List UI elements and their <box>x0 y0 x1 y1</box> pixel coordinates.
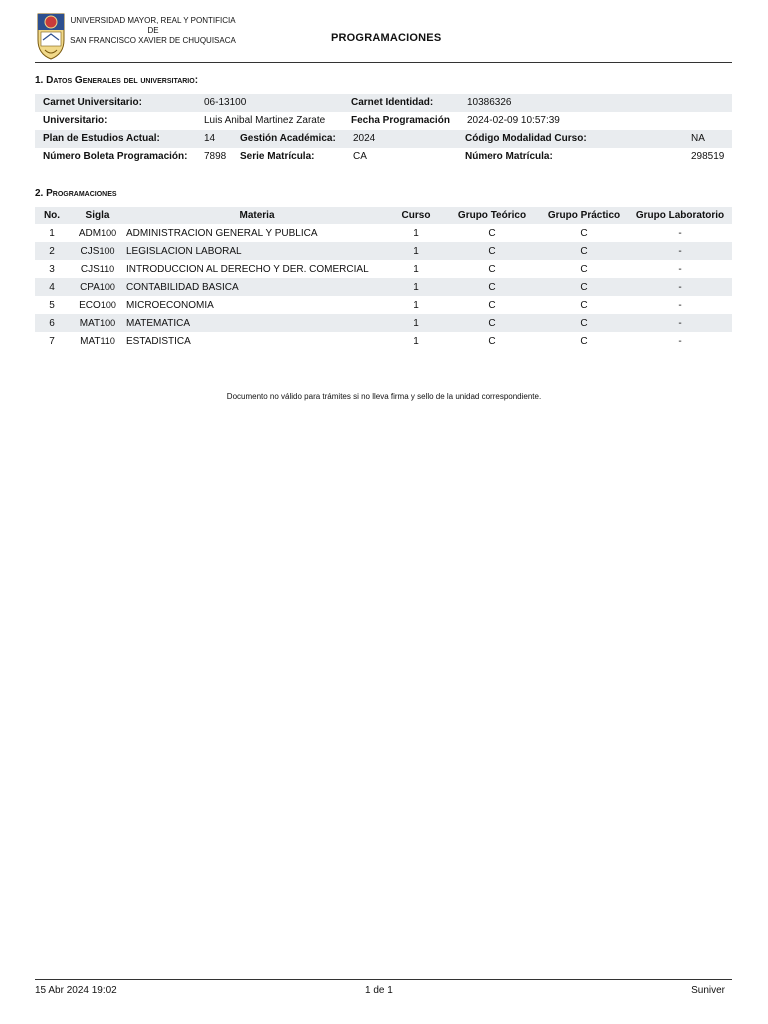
cell-sigla <box>69 278 126 296</box>
sigla-letters: ADM <box>78 227 102 239</box>
plan-estudios-label: Plan de Estudios Actual: <box>43 133 160 144</box>
numero-boleta-value: 7898 <box>204 151 227 162</box>
cell-grupo-teorico: C <box>488 263 496 275</box>
fecha-programacion-label: Fecha Programación <box>351 115 450 126</box>
section-1-title <box>35 75 198 86</box>
sigla-letters: CJS <box>80 245 100 257</box>
numero-matricula-value: 298519 <box>691 151 725 162</box>
cell-grupo-teorico: C <box>488 299 496 311</box>
cell-curso: 1 <box>413 227 419 239</box>
cell-no: 7 <box>49 335 55 347</box>
cell-grupo-teorico: C <box>444 242 540 260</box>
page-footer <box>35 979 732 1004</box>
programaciones-table <box>35 207 732 350</box>
gestion-academica-value: 2024 <box>353 133 376 144</box>
cell-curso: 1 <box>413 263 419 275</box>
col-header-materia: Materia <box>126 207 388 224</box>
section-1-number: 1. <box>35 75 44 86</box>
cell-curso: 1 <box>388 314 444 332</box>
table-row <box>35 260 732 278</box>
serie-matricula-value: CA <box>353 151 367 162</box>
codigo-modalidad-label: Código Modalidad Curso: <box>465 133 587 144</box>
table-row <box>35 314 732 332</box>
numero-matricula-label: Número Matrícula: <box>465 151 553 162</box>
cell-grupo-practico: C <box>540 314 628 332</box>
cell-no: 5 <box>49 299 55 311</box>
cell-no: 3 <box>49 263 55 275</box>
cell-materia: MATEMATICA <box>126 314 388 332</box>
cell-materia: MICROECONOMIA <box>126 299 214 311</box>
cell-sigla <box>69 224 126 242</box>
cell-curso: 1 <box>388 242 444 260</box>
info-row-1 <box>35 94 732 112</box>
carnet-universitario-label: Carnet Universitario: <box>43 97 142 108</box>
cell-grupo-laboratorio: - <box>678 335 682 347</box>
section-2-number: 2. <box>35 188 44 199</box>
info-row-3 <box>35 130 732 148</box>
university-name <box>68 16 238 46</box>
section-2-label: Programaciones <box>46 188 117 199</box>
cell-grupo-practico: C <box>540 278 628 296</box>
cell-no: 6 <box>35 314 69 332</box>
col-header-curso: Curso <box>388 207 444 224</box>
numero-boleta-label: Número Boleta Programación: <box>43 151 188 162</box>
sigla-number: 110 <box>100 335 115 346</box>
sigla-number: 100 <box>100 317 116 328</box>
cell-materia: ESTADISTICA <box>126 335 191 347</box>
cell-sigla <box>69 296 126 314</box>
sigla-letters: MAT <box>79 317 101 329</box>
cell-grupo-laboratorio: - <box>678 299 682 311</box>
cell-grupo-practico: C <box>540 242 628 260</box>
table-row <box>35 332 732 350</box>
cell-grupo-practico: C <box>580 263 588 275</box>
cell-materia: LEGISLACION LABORAL <box>126 242 388 260</box>
footer-system-name: Suniver <box>691 985 725 996</box>
cell-grupo-teorico: C <box>488 227 496 239</box>
plan-estudios-value: 14 <box>204 133 216 144</box>
table-row <box>35 296 732 314</box>
page-title: PROGRAMACIONES <box>331 32 442 44</box>
cell-grupo-teorico: C <box>444 278 540 296</box>
university-name-line2: SAN FRANCISCO XAVIER DE CHUQUISACA <box>70 36 236 45</box>
page-header <box>35 10 732 63</box>
fecha-programacion-value: 2024-02-09 10:57:39 <box>467 115 560 126</box>
col-header-grupo-practico: Grupo Práctico <box>540 207 628 224</box>
cell-grupo-laboratorio: - <box>678 263 682 275</box>
cell-no: 4 <box>35 278 69 296</box>
serie-matricula-label: Serie Matrícula: <box>240 151 315 162</box>
cell-no: 2 <box>35 242 69 260</box>
university-name-line1: UNIVERSIDAD MAYOR, REAL Y PONTIFICIA DE <box>70 16 236 35</box>
sigla-number: 100 <box>99 281 115 292</box>
table-row <box>35 224 732 242</box>
cell-curso: 1 <box>388 278 444 296</box>
general-data-block <box>35 94 732 166</box>
footer-page-number: 1 de 1 <box>365 985 393 996</box>
cell-grupo-laboratorio: - <box>628 278 732 296</box>
gestion-academica-label: Gestión Académica: <box>240 133 336 144</box>
footer-datetime: 15 Abr 2024 19:02 <box>35 985 117 996</box>
universitario-value: Luis Anibal Martinez Zarate <box>204 115 326 126</box>
carnet-universitario-value: 06-13100 <box>204 97 247 108</box>
info-row-2 <box>35 112 732 130</box>
cell-materia: CONTABILIDAD BASICA <box>126 278 388 296</box>
cell-grupo-practico: C <box>580 335 588 347</box>
cell-sigla <box>69 260 126 278</box>
col-header-no: No. <box>35 207 69 224</box>
col-header-grupo-teorico: Grupo Teórico <box>444 207 540 224</box>
carnet-identidad-value: 10386326 <box>467 97 512 108</box>
cell-curso: 1 <box>413 335 419 347</box>
cell-grupo-laboratorio: - <box>628 314 732 332</box>
cell-sigla <box>69 242 126 260</box>
sigla-number: 100 <box>100 299 116 310</box>
cell-no: 1 <box>49 227 55 239</box>
cell-grupo-laboratorio: - <box>628 242 732 260</box>
col-header-sigla: Sigla <box>69 207 126 224</box>
sigla-number: 100 <box>99 245 115 256</box>
table-header-row <box>35 207 732 224</box>
cell-materia: ADMINISTRACION GENERAL Y PUBLICA <box>126 227 318 239</box>
university-crest-logo <box>35 10 67 60</box>
section-1-label: Datos Generales del universitario: <box>46 75 199 86</box>
sigla-letters: ECO <box>79 299 101 311</box>
sigla-number: 110 <box>99 263 115 274</box>
col-header-grupo-laboratorio: Grupo Laboratorio <box>628 207 732 224</box>
carnet-identidad-label: Carnet Identidad: <box>351 97 434 108</box>
cell-sigla <box>69 314 126 332</box>
section-2-title <box>35 188 117 199</box>
sigla-number: 100 <box>101 227 117 238</box>
codigo-modalidad-value: NA <box>691 133 705 144</box>
universitario-label: Universitario: <box>43 115 108 126</box>
cell-grupo-teorico: C <box>444 314 540 332</box>
cell-grupo-laboratorio: - <box>678 227 682 239</box>
validity-note: Documento no válido para trámites si no lleva firma y sello de la unidad correspondiente. <box>226 392 542 401</box>
table-row <box>35 242 732 260</box>
sigla-letters: CPA <box>80 281 100 293</box>
cell-sigla <box>69 332 126 350</box>
cell-grupo-practico: C <box>580 299 588 311</box>
cell-grupo-practico: C <box>580 227 588 239</box>
sigla-letters: CJS <box>80 263 100 275</box>
info-row-4 <box>35 148 732 166</box>
sigla-letters: MAT <box>80 335 101 347</box>
cell-grupo-teorico: C <box>488 335 496 347</box>
cell-curso: 1 <box>413 299 419 311</box>
cell-materia: INTRODUCCION AL DERECHO Y DER. COMERCIAL <box>126 263 369 275</box>
table-row <box>35 278 732 296</box>
